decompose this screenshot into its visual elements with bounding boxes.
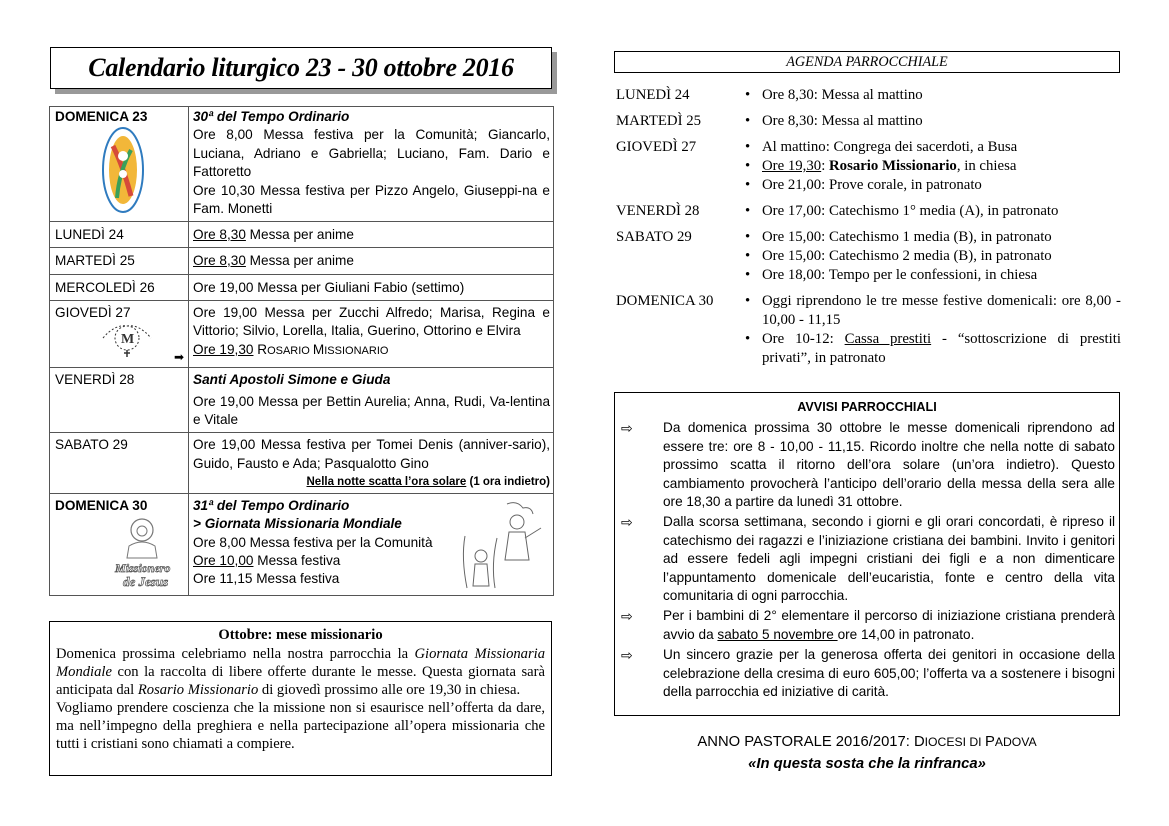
rosary-label-part: ISSIONARIO	[324, 344, 389, 357]
table-row	[50, 107, 554, 222]
agenda-item	[743, 157, 1121, 176]
mass-entry: Ore 19,00 Messa per Bettin Aurelia; Anna, Rudi, Va-lentina e Vitale	[193, 393, 550, 428]
liturgical-heading: 31ª del Tempo Ordinario	[193, 497, 350, 513]
entry-cell	[189, 493, 554, 595]
agenda-items	[743, 292, 1121, 368]
text-run: :	[821, 158, 829, 174]
day-label: DOMENICA 23	[55, 109, 148, 124]
day-label: GIOVEDÌ 27	[55, 305, 131, 321]
agenda-item	[743, 330, 1121, 368]
notice-item	[615, 513, 1119, 605]
mass-time: Ore 10,00	[193, 552, 254, 568]
rosary-label-cap: M	[312, 341, 325, 357]
agenda-day: DOMENICA 30	[616, 293, 714, 309]
agenda-items	[743, 112, 1121, 131]
arrow-right-outline-icon: ⇨	[621, 608, 633, 625]
table-row	[50, 368, 554, 433]
text-run: ADOVA	[994, 735, 1037, 749]
logo-text-line2: de Jesus	[123, 574, 169, 589]
agenda-highlight: Cassa prestiti	[844, 331, 932, 347]
rosary-label	[257, 342, 388, 357]
day-label: DOMENICA 30	[55, 497, 148, 513]
agenda-title: AGENDA PARROCCHIALE	[786, 54, 948, 70]
table-row	[50, 301, 554, 368]
children-drawing-icon	[457, 498, 547, 595]
arrow-right-outline-icon: ⇨	[621, 647, 633, 664]
svg-text:M: M	[121, 332, 135, 348]
entry-cell	[189, 248, 554, 274]
table-row	[50, 221, 554, 247]
agenda-item: • Ore 21,00: Prove corale, in patronato	[743, 176, 1121, 195]
agenda-items	[743, 86, 1121, 105]
text-run: Domenica prossima celebriamo nella nostra parrocchia la	[56, 646, 415, 662]
missionary-month-title: Ottobre: mese missionario	[218, 627, 383, 643]
day-label: MERCOLEDÌ 26	[50, 274, 189, 300]
notice-item	[615, 646, 1119, 701]
mass-time: Ore 8,30	[193, 226, 246, 242]
liturgical-heading: Santi Apostoli Simone e Giuda	[193, 372, 391, 388]
agenda-item: • Ore 17,00: Catechismo 1° media (A), in patronato	[743, 202, 1121, 221]
day-cell	[50, 493, 189, 595]
agenda-item: • Oggi riprendono le tre messe festive domenicali: ore 8,00 - 10,00 - 11,15	[743, 292, 1121, 330]
agenda-items	[743, 202, 1121, 221]
mass-entry: Ore 19,00 Messa per Zucchi Alfredo; Marisa, Regina e Vittorio; Silvio, Lorella, Italia, Guerino, Ottorino e Elvira	[193, 305, 550, 339]
agenda-row	[616, 202, 1121, 221]
agenda-day: GIOVEDÌ 27	[616, 139, 697, 155]
entry-cell	[189, 221, 554, 247]
agenda-row	[616, 138, 1121, 195]
text-run-italic: Giornata Missionaria Mondiale	[56, 646, 545, 680]
text-run: , in chiesa	[956, 158, 1017, 174]
pastoral-motto: «In questa sosta che la rinfranca»	[748, 756, 986, 772]
text-run: Per i bambini di 2° elementare il percorso di iniziazione cristiana prenderà avvio da	[663, 608, 1115, 642]
text-run: ANNO PASTORALE 2016/2017: D	[697, 734, 925, 750]
title-box	[50, 47, 552, 89]
agenda-time: Ore 19,30	[762, 158, 822, 174]
agenda-items	[743, 138, 1121, 195]
mass-entry: Ore 8,00 Messa festiva per la Comunità	[193, 534, 433, 550]
agenda-item: • Ore 15,00: Catechismo 2 media (B), in patronato	[743, 247, 1121, 266]
notice-text: Dalla scorsa settimana, secondo i giorni e gli orari concordati, è ripreso il catechismo dei ragazzi e l’iniziazione cristiana dei bambini. Invito i genitori ad essere fedeli agli impegni cristiani dei figli e a non dimenticare l’appuntamento domenicale dell’eucaristia, fonte e centro della vita comunitaria di ogni parrocchia.	[663, 514, 1115, 604]
agenda-item: • Al mattino: Congrega dei sacerdoti, a Busa	[743, 138, 1121, 157]
table-row	[50, 493, 554, 595]
mass-entry: Messa per anime	[245, 253, 354, 269]
notice-item	[615, 607, 1119, 644]
agenda-title-box	[614, 51, 1120, 73]
text-run: P	[984, 734, 995, 750]
rosary-label-cap: R	[257, 341, 268, 357]
text-run: - “sottoscrizione di prestiti privati”, in patronato	[762, 331, 1121, 366]
agenda-item: • Ore 8,30: Messa al mattino	[743, 112, 1121, 131]
agenda-list	[616, 86, 1121, 375]
notice-text	[663, 607, 1115, 644]
day-cell	[50, 301, 189, 368]
text-run: di giovedì prossimo alle ore 19,30 in chiesa.	[258, 682, 521, 698]
day-label: MARTEDÌ 25	[50, 248, 189, 274]
agenda-row	[616, 292, 1121, 368]
solar-time-note	[193, 473, 550, 491]
liturgical-heading: 30ª del Tempo Ordinario	[193, 109, 350, 124]
notice-date: sabato 5 novembre	[717, 626, 838, 642]
agenda-items	[743, 228, 1121, 285]
arrow-right-outline-icon: ⇨	[621, 514, 633, 531]
day-label: SABATO 29	[50, 433, 189, 493]
missionary-day-heading: > Giornata Missionaria Mondiale	[193, 516, 402, 532]
agenda-day: LUNEDÌ 24	[616, 87, 690, 103]
pastoral-year	[614, 731, 1120, 753]
entry-cell	[189, 433, 554, 493]
notices-title: AVVISI PARROCCHIALI	[797, 400, 937, 414]
agenda-row	[616, 112, 1121, 131]
mass-entry: Messa per anime	[245, 226, 354, 242]
rosary-icon	[97, 324, 184, 363]
mass-entry: Ore 11,15 Messa festiva	[193, 571, 340, 587]
mass-entry: Ore 19,00 Messa per Giuliani Fabio (settimo)	[189, 274, 554, 300]
page-title: Calendario liturgico 23 - 30 ottobre 2016	[88, 53, 514, 82]
agenda-item: • Ore 18,00: Tempo per le confessioni, in chiesa	[743, 266, 1121, 285]
pastoral-year-footer	[614, 731, 1120, 775]
table-row	[50, 248, 554, 274]
notice-text: Da domenica prossima 30 ottobre le messe domenicali riprendono ad essere tre: ore 8 - 10,00 - 11,15. Ricordo inoltre che nella notte di sabato prossimo scatta il ritorno dell’ora solare (un’ora indietro). Questo cambiamento provocherà l’anticipo dell’orario della messa della sera alle ore 18,30 a partire da lunedì 31 ottobre.	[663, 420, 1115, 510]
notice-text: Un sincero grazie per la generosa offerta dei genitori in occasione della celebrazione della cresima di euro 605,00; l’offerta va a sostenere i bisogni della parrocchia ed iniziative di carità.	[663, 647, 1115, 700]
table-row	[50, 433, 554, 493]
day-cell	[50, 107, 189, 222]
missionary-month-paragraph: Vogliamo prendere coscienza che la missione non si esaurisce nell’offerta da dare, ma nell’impegno della preghiera e nella partecipazione all’opera missionaria che tutti i cristiani sono chiamati a compiere.	[56, 700, 545, 752]
logo-text-line1: Missionero	[115, 561, 171, 576]
entry-cell	[189, 301, 554, 368]
rosary-label-part: OSARIO	[267, 344, 313, 357]
arrow-right-outline-icon: ⇨	[621, 420, 633, 437]
agenda-day: SABATO 29	[616, 229, 692, 245]
agenda-row	[616, 86, 1121, 105]
entry-cell	[189, 368, 554, 433]
mass-entry: Ore 19,00 Messa festiva per Tomei Denis (anniver-sario), Guido, Fausto e Ada; Pasqualotto Gino	[193, 437, 550, 471]
agenda-row	[616, 228, 1121, 285]
calendar-table	[49, 106, 554, 596]
mass-entry: Ore 8,00 Messa festiva per la Comunità; Giancarlo, Luciana, Adriano e Gabriella; Luciano, Fam. Dario e Fattoretto	[193, 127, 550, 180]
agenda-item: • Ore 15,00: Catechismo 1 media (B), in patronato	[743, 228, 1121, 247]
rosary-entry	[193, 341, 550, 360]
notice-item	[615, 419, 1119, 511]
rosary-time: Ore 19,30	[193, 341, 254, 357]
table-row	[50, 274, 554, 300]
notices-box	[614, 392, 1120, 716]
jubilee-logo-icon	[101, 126, 184, 219]
text-run: ore 14,00 in patronato.	[837, 626, 975, 642]
agenda-highlight: Rosario Missionario	[829, 158, 957, 174]
agenda-item: • Ore 8,30: Messa al mattino	[743, 86, 1121, 105]
missionary-jesus-logo-icon	[111, 516, 184, 593]
solar-time-note-main: Nella notte scatta l’ora solare	[306, 476, 467, 489]
day-label: LUNEDÌ 24	[50, 221, 189, 247]
text-run: con la raccolta di libere offerte durante le messe. Questa giornata sarà anticipata dal	[56, 664, 545, 698]
mass-entry-rest: Messa festiva	[253, 552, 341, 568]
text-run: Ore 10-12:	[762, 331, 845, 347]
text-run: IOCESI DI	[924, 735, 985, 749]
entry-cell	[189, 107, 554, 222]
text-run-italic: Rosario Missionario	[137, 682, 259, 698]
mass-time: Ore 8,30	[193, 253, 246, 269]
arrow-right-icon: ➡	[173, 349, 184, 364]
agenda-day: MARTEDÌ 25	[616, 113, 702, 129]
day-label: VENERDÌ 28	[50, 368, 189, 433]
solar-time-note-rest: (1 ora indietro)	[466, 476, 550, 489]
agenda-day: VENERDÌ 28	[616, 203, 700, 219]
missionary-month-paragraph	[56, 645, 545, 699]
mass-entry: Ore 10,30 Messa festiva per Pizzo Angelo, Giuseppi-na e Fam. Monetti	[193, 182, 550, 217]
missionary-month-box	[49, 621, 552, 776]
